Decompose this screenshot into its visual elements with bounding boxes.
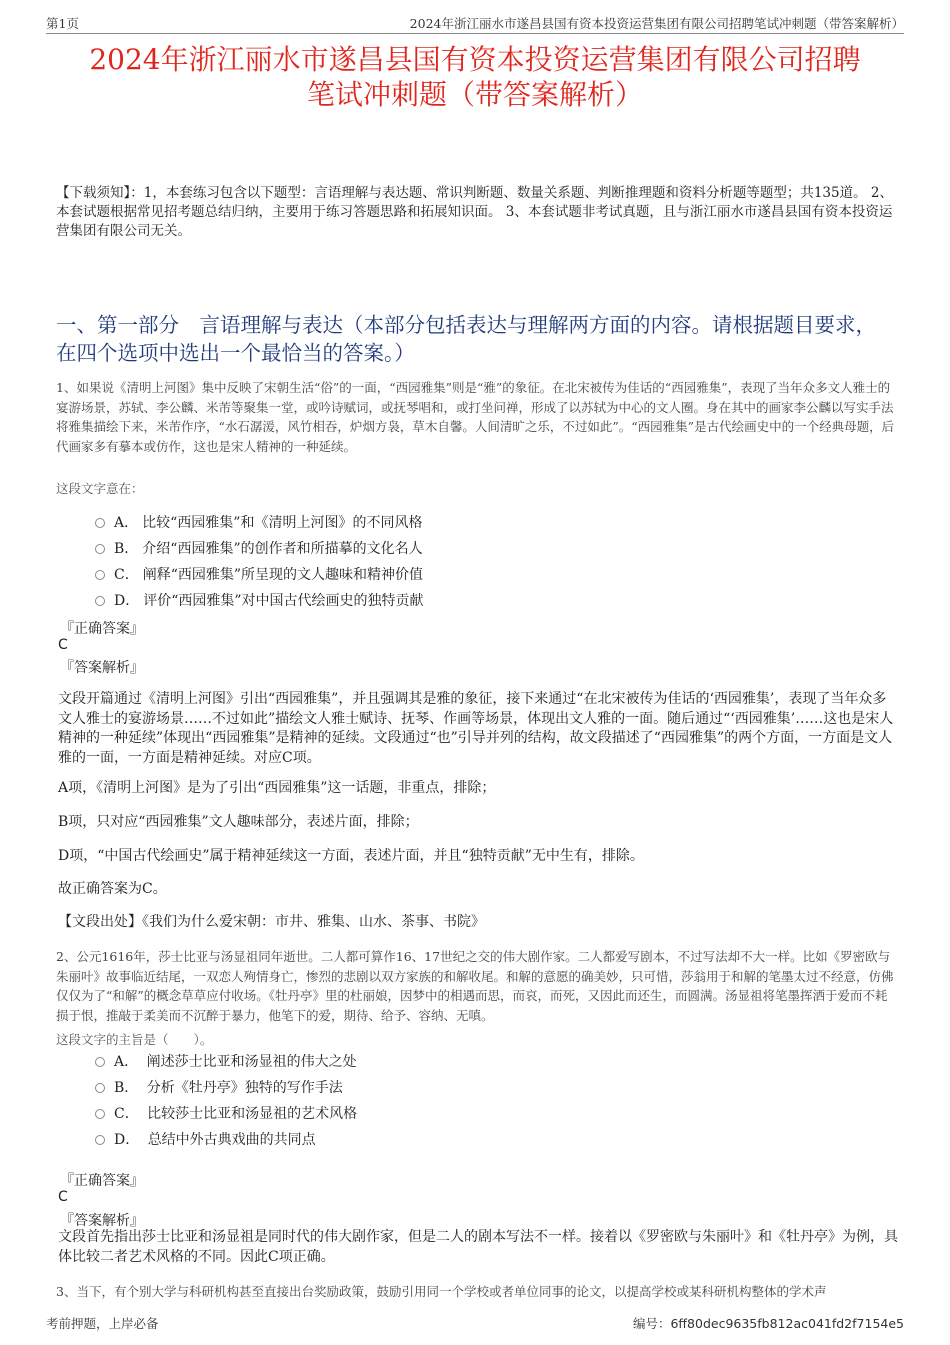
- header-doc-title: 2024年浙江丽水市遂昌县国有资本投资运营集团有限公司招聘笔试冲刺题（带答案解析）: [409, 16, 904, 31]
- radio-icon[interactable]: [95, 596, 105, 606]
- radio-icon[interactable]: [95, 518, 105, 528]
- q1-prompt: 这段文字意在：: [56, 481, 144, 496]
- q1-answer: C: [58, 637, 68, 653]
- q2-prompt: 这段文字的主旨是（ ）。: [56, 1032, 213, 1047]
- footer-serial: 编号：6ff80dec9635fb812ac041fd2f7154e5: [632, 1316, 904, 1331]
- q1-stem: 1、如果说《清明上河图》集中反映了宋朝生活“俗”的一面，“西园雅集”则是“雅”的象征。在北宋被传为佳话的“西园雅集”，表现了当年众多文人雅士的宴游场景，苏轼、李公麟、米芾等聚集一堂，或吟诗赋词，或抚琴唱和，或打坐问禅，形成了以苏轼为中心的文人圈。身在其中的画家李公麟以写实手法将雅集描绘下来，米芾作序，“水石潺湲，风竹相吞，炉烟方袅，草木自馨。人间清旷之乐，不过如此”。“西园雅集”是古代绘画史中的一个经典母题，后代画家多有摹本或仿作，这也是宋人精神的一种延续。: [56, 380, 895, 454]
- page-header: [46, 12, 904, 32]
- q1-answer-label: 『正确答案』: [60, 621, 144, 637]
- radio-icon[interactable]: [95, 1083, 105, 1093]
- radio-icon[interactable]: [95, 1057, 105, 1067]
- q1-analysis-label: 『答案解析』: [60, 660, 144, 676]
- q2-answer: C: [58, 1189, 68, 1205]
- q2-analysis: 文段首先指出莎士比亚和汤显祖是同时代的伟大剧作家，但是二人的剧本写法不一样。接着以《罗密欧与朱丽叶》和《牡丹亭》为例，具体比较二者艺术风格的不同。因此C项正确。: [58, 1229, 898, 1265]
- q3-stem: 3、当下，有个别大学与科研机构甚至直接出台奖励政策，鼓励引用同一个学校或者单位同事的论文，以提高学校或某科研机构整体的学术声: [56, 1284, 827, 1299]
- q2-answer-label: 『正确答案』: [60, 1173, 144, 1189]
- header-divider: [46, 33, 904, 34]
- q1-source: 【文段出处】《我们为什么爱宋朝：市井、雅集、山水、茶事、书院》: [58, 914, 485, 930]
- q1-conclusion: 故正确答案为C。: [58, 881, 167, 897]
- q2-option-b[interactable]: B． 分析《牡丹亭》独特的写作手法: [95, 1077, 343, 1097]
- q1-option-d[interactable]: D． 评价“西园雅集”对中国古代绘画史的独特贡献: [95, 590, 424, 610]
- title-line-2: 笔试冲刺题（带答案解析）: [306, 78, 643, 111]
- q1-note-a: A项，《清明上河图》是为了引出“西园雅集”这一话题，非重点，排除；: [58, 780, 496, 796]
- q2-option-a[interactable]: A． 阐述莎士比亚和汤显祖的伟大之处: [95, 1051, 357, 1071]
- q2-option-c[interactable]: C． 比较莎士比亚和汤显祖的艺术风格: [95, 1103, 357, 1123]
- q1-option-a[interactable]: A． 比较“西园雅集”和《清明上河图》的不同风格: [95, 512, 422, 532]
- radio-icon[interactable]: [95, 570, 105, 580]
- q1-option-b[interactable]: B． 介绍“西园雅集”的创作者和所描摹的文化名人: [95, 538, 423, 558]
- q2-stem: 2、公元1616年，莎士比亚与汤显祖同年逝世。二人都可算作16、17世纪之交的伟大剧作家。二人都爱写剧本，不过写法却不大一样。比如《罗密欧与朱丽叶》故事临近结尾，一双恋人殉情身亡，惨烈的悲剧以双方家族的和解收尾。和解的意愿的确美妙，只可惜，莎翁用于和解的笔墨太过不经意，仿佛仅仅为了“和解”的概念草草应付收场。《牡丹亭》里的杜丽娘，因梦中的相遇而思，而哀，而死，又因此而还生，而圆满。汤显祖将笔墨挥洒于爱而不耗损于恨，推敲于柔美而不沉醉于暴力，他笔下的爱，期待、给予、容纳、无嗔。: [56, 949, 894, 1023]
- q1-note-b: B项，只对应“西园雅集”文人趣味部分，表述片面，排除；: [58, 814, 419, 830]
- footer-slogan: 考前押题，上岸必备: [46, 1316, 159, 1331]
- section-heading: 一、第一部分 言语理解与表达（本部分包括表达与理解两方面的内容。请根据题目要求，在四个选项中选出一个最恰当的答案。）: [56, 313, 876, 365]
- q2-option-d[interactable]: D． 总结中外古典戏曲的共同点: [95, 1129, 316, 1149]
- q1-note-d: D项，“中国古代绘画史”属于精神延续这一方面，表述片面，并且“独特贡献”无中生有，排除。: [58, 848, 644, 864]
- radio-icon[interactable]: [95, 1109, 105, 1119]
- radio-icon[interactable]: [95, 1135, 105, 1145]
- page-number: 第1页: [46, 16, 79, 31]
- radio-icon[interactable]: [95, 544, 105, 554]
- document-title: [40, 42, 910, 112]
- q1-option-c[interactable]: C． 阐释“西园雅集”所呈现的文人趣味和精神价值: [95, 564, 423, 584]
- q2-analysis-label: 『答案解析』: [60, 1213, 144, 1229]
- q1-analysis: 文段开篇通过《清明上河图》引出“西园雅集”，并且强调其是雅的象征，接下来通过“在北宋被传为佳话的‘西园雅集’，表现了当年众多文人雅士的宴游场景……不过如此”描绘文人雅士赋诗、抚琴、作画等场景，体现出文人雅的一面。随后通过“‘西园雅集’……这也是宋人精神的一种延续”体现出“西园雅集”是精神的延续。文段通过“也”引导并列的结构，故文段描述了“西园雅集”的两个方面，一方面是文人雅的一面，一方面是精神延续。对应C项。: [58, 691, 894, 766]
- download-notice: 【下载须知】：1，本套练习包含以下题型：言语理解与表达题、常识判断题、数量关系题、判断推理题和资料分析题等题型；共135道。 2、本套试题根据常见招考题总结归纳，主要用于练习答题思路和拓展知识面。 3、本套试题非考试真题，且与浙江丽水市遂昌县国有资本投资运营集团有限公司无关。: [56, 185, 893, 239]
- title-line-1: 2024年浙江丽水市遂昌县国有资本投资运营集团有限公司招聘: [89, 43, 861, 76]
